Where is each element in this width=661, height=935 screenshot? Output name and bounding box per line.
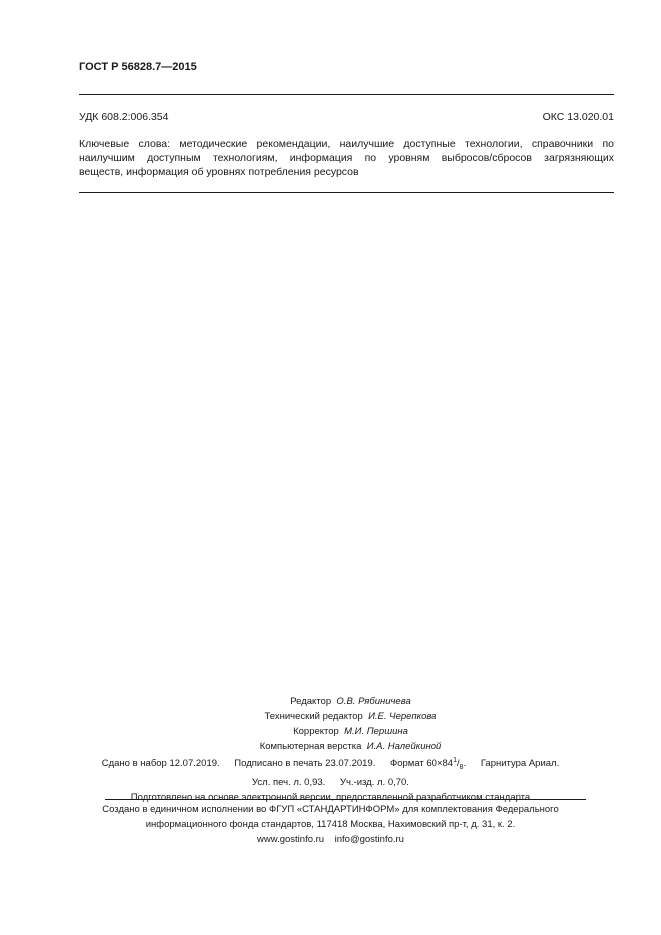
email-link[interactable]: info@gostinfo.ru [334, 834, 404, 845]
keywords-line: веществ, информация об уровнях потребления ресурсов [79, 166, 359, 178]
credit-name: И.Е. Черепкова [368, 711, 437, 722]
signed-date: Подписано в печать 23.07.2019. [234, 758, 376, 770]
submitted-date: Сдано в набор 12.07.2019. [101, 758, 220, 770]
print-sheets: Усл. печ. л. 0,93. [252, 777, 326, 789]
credit-role: Компьютерная верстка [259, 741, 362, 752]
paper-format: Формат $60\times 84^1/_8$. [390, 757, 467, 772]
credit-role: Редактор [290, 696, 332, 707]
prepared-note: Подготовлено на основе электронной версии, предоставленной разработчиком стандарта [130, 792, 531, 804]
publisher-sheets: Уч.-изд. л. 0,70. [339, 777, 409, 789]
oks-code: ОКС 13.020.01 [542, 111, 614, 123]
credit-editor [0, 694, 661, 709]
credit-tech-editor [0, 709, 661, 724]
standard-code: ГОСТ Р 56828.7—2015 [79, 61, 197, 73]
footer-divider [105, 799, 586, 800]
udk-code: УДК 608.2:006.354 [79, 111, 169, 123]
imprint-line-1 [0, 753, 661, 775]
footer-line-2: информационного фонда стандартов, 117418 Москва, Нахимовский пр-т, д. 31, к. 2. [145, 819, 516, 830]
keywords-divider [79, 192, 614, 193]
publisher-footer [0, 802, 661, 847]
credit-name: И.А. Налейкиной [366, 741, 442, 752]
keywords-line: Ключевые слова: методические рекомендации, наилучшие доступные технологии, справочники по [79, 138, 614, 150]
credit-proofreader [0, 724, 661, 739]
credit-name: О.В. Рябиничева [336, 696, 411, 707]
credit-name: М.И. Першина [344, 726, 408, 737]
website-link[interactable]: www.gostinfo.ru [257, 834, 325, 845]
imprint-line-2 [0, 775, 661, 790]
header-divider [79, 94, 614, 95]
footer-line-1: Создано в единичном исполнении во ФГУП «СТАНДАРТИНФОРМ» для комплектования Федерального [102, 804, 559, 815]
credit-role: Корректор [293, 726, 339, 737]
credit-role: Технический редактор [264, 711, 363, 722]
footer-contacts [0, 832, 661, 847]
imprint-block [0, 753, 661, 805]
credits-block [0, 694, 661, 754]
credit-layout [0, 739, 661, 754]
typeface: Гарнитура Ариал. [480, 758, 560, 770]
keywords-block [79, 137, 614, 179]
keywords-line: наилучшим доступным технологиям, информация по уровням выбросов/сбросов загрязняющих [79, 152, 614, 164]
